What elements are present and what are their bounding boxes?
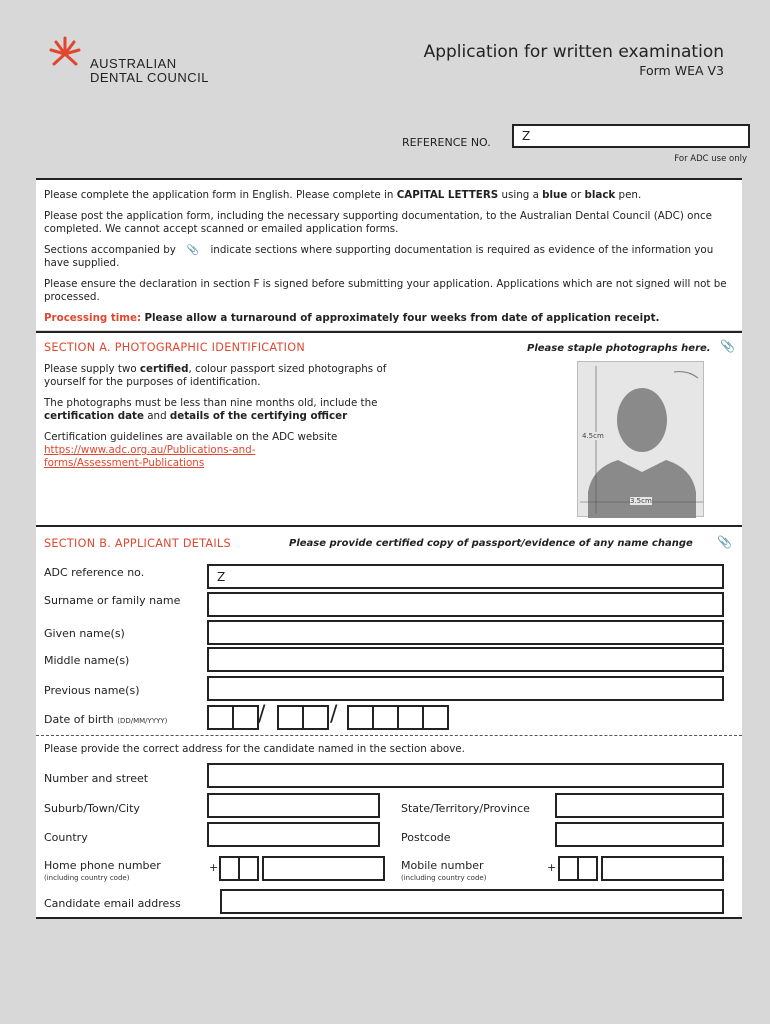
page-title: Application for written examination — [423, 42, 724, 62]
middle-name-label: Middle name(s) — [44, 654, 130, 667]
street-label: Number and street — [44, 772, 149, 785]
mobile-cc-2[interactable] — [577, 856, 598, 881]
dob-month-1[interactable] — [277, 705, 304, 730]
previous-name-label: Previous name(s) — [44, 684, 140, 697]
mobile-cc-1[interactable] — [558, 856, 579, 881]
intro-p2: Please post the application form, including the necessary supporting documentation, to the Australian Dental Council (ADC) once completed. We cannot accept scanned or emailed application forms. — [44, 210, 712, 236]
paperclip-icon: 📎 — [186, 245, 200, 256]
section-b-heading: SECTION B. APPLICANT DETAILS — [44, 537, 231, 550]
adc-ref-input[interactable]: Z — [207, 564, 724, 589]
street-input[interactable] — [207, 763, 724, 788]
dob-year-1[interactable] — [347, 705, 374, 730]
state-label: State/Territory/Province — [401, 802, 530, 815]
middle-name-input[interactable] — [207, 647, 724, 672]
surname-input[interactable] — [207, 592, 724, 617]
processing-time: Processing time: Please allow a turnaround of approximately four weeks from date of application receipt. — [44, 312, 660, 324]
staple-note: Please staple photographs here. — [527, 343, 711, 354]
adc-use-note: For ADC use only — [674, 154, 747, 164]
intro-p3: Sections accompanied by 📎 indicate sections where supporting documentation is required as evidence of the information you have supplied. — [44, 244, 714, 270]
home-phone-cc-1[interactable] — [219, 856, 240, 881]
postcode-input[interactable] — [555, 822, 724, 847]
adc-website-link[interactable]: https://www.adc.org.au/Publications-and-forms/Assessment-Publications — [44, 444, 256, 470]
intro-p4: Please ensure the declaration in section F is signed before submitting your application. Applications which are not signed will not be processed. — [44, 278, 727, 304]
surname-label: Surname or family name — [44, 594, 181, 607]
reference-label: REFERENCE NO. — [402, 136, 491, 149]
bottom-rule — [36, 917, 742, 919]
email-label: Candidate email address — [44, 897, 181, 910]
mobile-label: Mobile number (including country code) — [401, 859, 487, 882]
given-name-input[interactable] — [207, 620, 724, 645]
dob-separator: / — [258, 702, 266, 727]
dob-day-2[interactable] — [232, 705, 259, 730]
dob-year-2[interactable] — [372, 705, 399, 730]
address-divider — [36, 735, 742, 736]
dob-separator: / — [330, 702, 338, 727]
email-input[interactable] — [220, 889, 724, 914]
given-name-label: Given name(s) — [44, 627, 125, 640]
paperclip-icon: 📎 — [720, 339, 735, 353]
reference-input[interactable]: Z — [512, 124, 750, 148]
suburb-input[interactable] — [207, 793, 380, 818]
section-a-heading: SECTION A. PHOTOGRAPHIC IDENTIFICATION — [44, 341, 306, 354]
address-intro: Please provide the correct address for the candidate named in the section above. — [44, 743, 465, 755]
home-phone-cc-2[interactable] — [238, 856, 259, 881]
adc-ref-label: ADC reference no. — [44, 566, 145, 579]
section-a-p2: The photographs must be less than nine months old, include the certification date and details of the certifying officer — [44, 397, 378, 423]
home-phone-label: Home phone number (including country code) — [44, 859, 161, 882]
postcode-label: Postcode — [401, 831, 451, 844]
intro-p1: Please complete the application form in English. Please complete in CAPITAL LETTERS using a blue or black pen. — [44, 189, 642, 201]
logo-line1: AUSTRALIAN — [90, 56, 177, 71]
section-a-p3: Certification guidelines are available on the ADC website — [44, 431, 338, 443]
logo-line2: DENTAL COUNCIL — [90, 70, 209, 85]
dob-year-4[interactable] — [422, 705, 449, 730]
paperclip-icon: 📎 — [717, 535, 732, 549]
adc-logo-icon — [48, 34, 82, 74]
photo-placeholder — [577, 361, 704, 517]
country-label: Country — [44, 831, 88, 844]
mobile-input[interactable] — [601, 856, 724, 881]
section-a-p1: Please supply two certified, colour passport sized photographs of yourself for the purposes of identification. — [44, 363, 387, 389]
home-phone-input[interactable] — [262, 856, 385, 881]
dob-year-3[interactable] — [397, 705, 424, 730]
dob-month-2[interactable] — [302, 705, 329, 730]
form-id: Form WEA V3 — [639, 63, 724, 78]
state-input[interactable] — [555, 793, 724, 818]
mobile-plus: + — [547, 861, 557, 874]
dob-label: Date of birth (DD/MM/YYYY) — [44, 713, 168, 726]
section-b-note: Please provide certified copy of passport/evidence of any name change — [289, 538, 693, 549]
photo-height-label: 4.5cm — [582, 432, 604, 440]
photo-width-label: 3.5cm — [630, 497, 652, 505]
home-phone-plus: + — [209, 861, 219, 874]
dob-day-1[interactable] — [207, 705, 234, 730]
country-input[interactable] — [207, 822, 380, 847]
suburb-label: Suburb/Town/City — [44, 802, 140, 815]
previous-name-input[interactable] — [207, 676, 724, 701]
